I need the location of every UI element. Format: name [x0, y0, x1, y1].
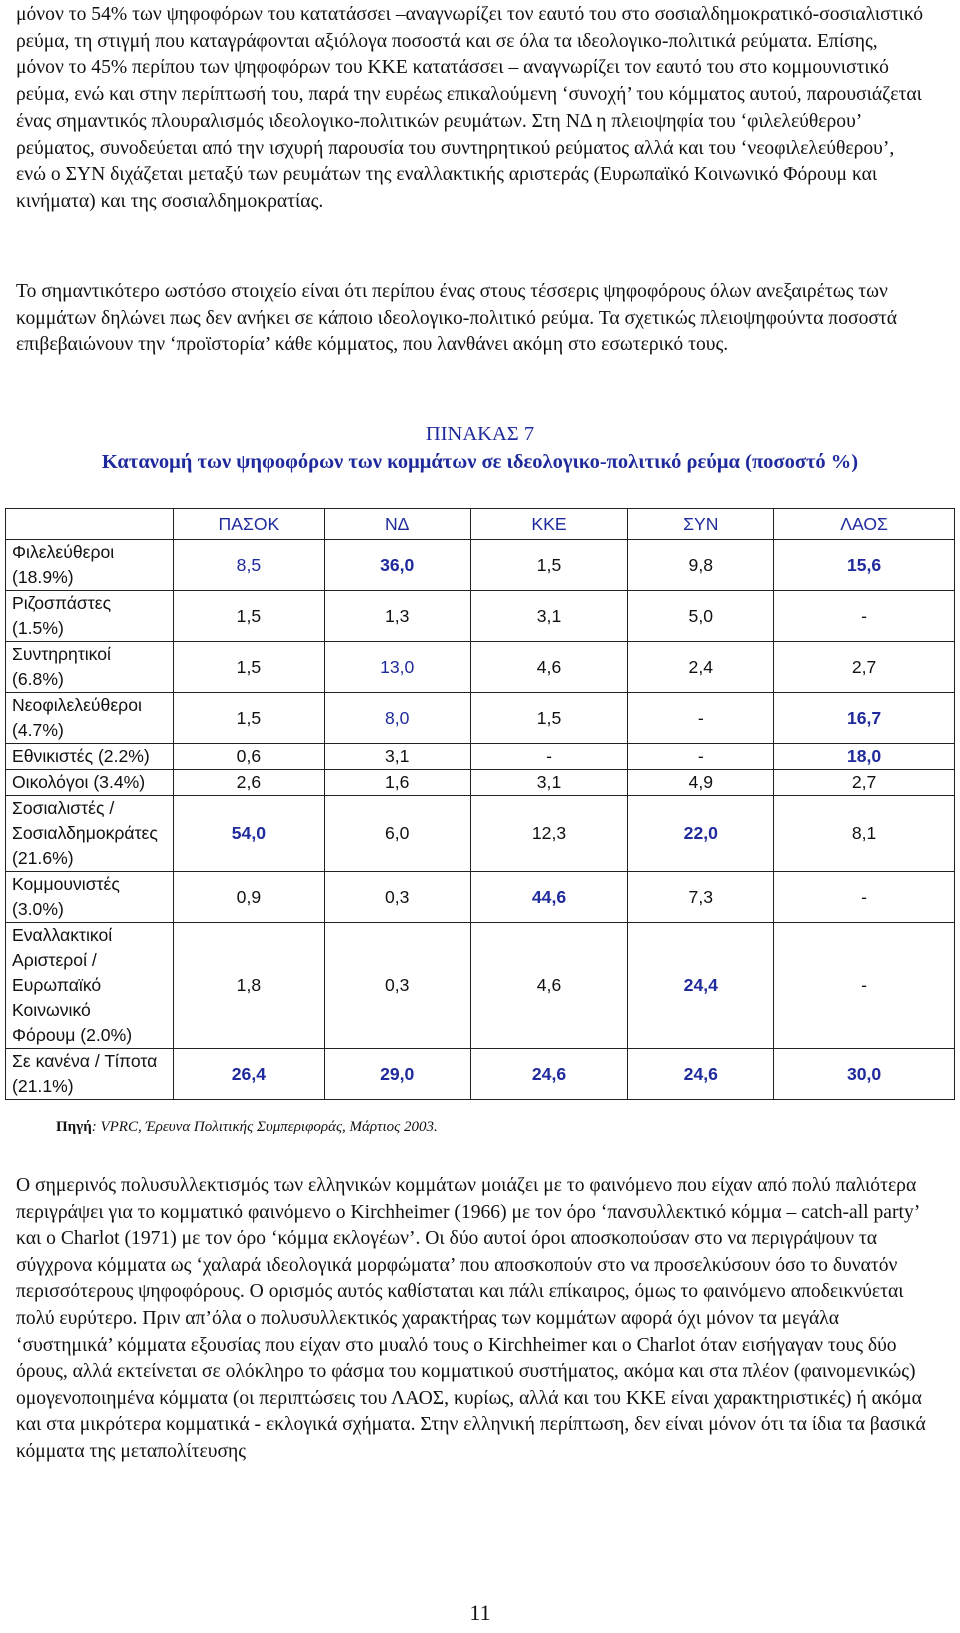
value-cell: 36,0 — [324, 540, 470, 591]
table-header-cell: ΠΑΣΟΚ — [173, 509, 324, 540]
value-cell: 0,3 — [324, 872, 470, 923]
row-label-line: Σε κανένα / Τίποτα — [12, 1051, 158, 1071]
value-cell: 16,7 — [774, 693, 955, 744]
value-cell: 3,1 — [470, 770, 628, 796]
row-label — [6, 770, 174, 796]
row-label — [6, 744, 174, 770]
row-label-line: Οικολόγοι (3.4%) — [12, 772, 146, 792]
value-cell: 30,0 — [774, 1049, 955, 1100]
row-label-line: (1.5%) — [12, 618, 64, 638]
value-cell: 0,6 — [173, 744, 324, 770]
row-label — [6, 540, 174, 591]
value-cell: 8,5 — [173, 540, 324, 591]
value-cell: - — [470, 744, 628, 770]
value-cell: 15,6 — [774, 540, 955, 591]
row-label-line: Κομμουνιστές — [12, 874, 120, 894]
row-label-line: Αριστεροί / — [12, 950, 97, 970]
value-cell: 18,0 — [774, 744, 955, 770]
value-cell: 2,4 — [628, 642, 774, 693]
row-label — [6, 796, 174, 872]
row-label-line: Κοινωνικό — [12, 1000, 91, 1020]
row-label — [6, 872, 174, 923]
row-label-line: Ευρωπαϊκό — [12, 975, 102, 995]
value-cell: 1,5 — [173, 591, 324, 642]
paragraph-summary: Το σημαντικότερο ωστόσο στοιχείο είναι ότι περίπου ένας στους τέσσερις ψηφοφόρους όλων ανεξαιρέτως των κομμάτων δηλώνει πως δεν ανήκει σε κάποιο ιδεολογικο-πολιτικό ρεύμα. Τα σχετικώς πλειοψηφούντα ποσοστά επιβεβαιώνουν την ‘προϊστορία’ κάθε κόμματος, που λανθάνει ακόμη στο εσωτερικό τους. — [16, 281, 898, 356]
value-cell: 54,0 — [173, 796, 324, 872]
value-cell: 3,1 — [470, 591, 628, 642]
row-label-line: Νεοφιλελεύθεροι — [12, 695, 142, 715]
table-header-cell — [6, 509, 174, 540]
table-row — [6, 744, 955, 770]
table-caption: Κατανομή των ψηφοφόρων των κομμάτων σε ιδεολογικο-πολιτικό ρεύμα (ποσοστό %) — [101, 451, 859, 473]
value-cell: 0,3 — [324, 923, 470, 1049]
value-cell: 3,1 — [324, 744, 470, 770]
value-cell: 8,0 — [324, 693, 470, 744]
value-cell: 0,9 — [173, 872, 324, 923]
value-cell: 1,5 — [470, 693, 628, 744]
row-label-line: Φιλελεύθεροι — [12, 542, 115, 562]
table-body — [6, 540, 955, 1100]
value-cell: 1,6 — [324, 770, 470, 796]
value-cell: 29,0 — [324, 1049, 470, 1100]
row-label — [6, 591, 174, 642]
value-cell: 26,4 — [173, 1049, 324, 1100]
row-label-line: (18.9%) — [12, 567, 74, 587]
row-label-line: Εθνικιστές (2.2%) — [12, 746, 150, 766]
table-row — [6, 693, 955, 744]
row-label-line: (21.6%) — [12, 848, 74, 868]
value-cell: 1,5 — [173, 693, 324, 744]
value-cell: 5,0 — [628, 591, 774, 642]
value-cell: 24,6 — [470, 1049, 628, 1100]
value-cell: 4,9 — [628, 770, 774, 796]
source-text: : VPRC, Έρευνα Πολιτικής Συμπεριφοράς, Μάρτιος 2003. — [91, 1119, 438, 1135]
table-header-row — [6, 509, 955, 540]
table-row — [6, 1049, 955, 1100]
row-label-line: Σοσιαλιστές / — [12, 798, 115, 818]
row-label-line: (3.0%) — [12, 899, 64, 919]
value-cell: 12,3 — [470, 796, 628, 872]
row-label — [6, 1049, 174, 1100]
row-label-line: (21.1%) — [12, 1076, 74, 1096]
table-source — [56, 1119, 438, 1136]
value-cell: - — [628, 693, 774, 744]
paragraph-intro: μόνον το 54% των ψηφοφόρων του κατατάσσει –αναγνωρίζει τον εαυτό του στο σοσιαλδημοκρατικό-σοσιαλιστικό ρεύμα, τη στιγμή που καταγράφονται αξιόλογα ποσοστά και σε όλα τα ιδεολογικο-πολιτικά ρεύματα. Επίσης, μόνον το 45% περίπου των ψηφοφόρων του ΚΚΕ κατατάσσει – αναγνωρίζει τον εαυτό του στο κομμουνιστικό ρεύμα, ενώ και στην περίπτωσή του, παρά την ευρέως επικαλούμενη ‘συνοχή’ του κόμματος αυτού, παρουσιάζεται ένας σημαντικός πλουραλισμός ιδεολογικο-πολιτικών ρευμάτων. Στη ΝΔ η πλειοψηφία του ‘φιλελεύθερου’ ρεύματος, συνοδεύεται από την ισχυρή παρουσία του συντηρητικού ρεύματος αλλά και του ‘νεοφιλελεύθερου’, ενώ ο ΣΥΝ διχάζεται μεταξύ των ρευμάτων της εναλλακτικής αριστεράς (Ευρωπαϊκό Κοινωνικό Φόρουμ και κινήματα) και της σοσιαλδημοκρατίας. — [16, 4, 924, 212]
value-cell: 13,0 — [324, 642, 470, 693]
value-cell: 1,3 — [324, 591, 470, 642]
ideology-distribution-table — [5, 508, 955, 1100]
value-cell: 24,4 — [628, 923, 774, 1049]
table-row — [6, 770, 955, 796]
value-cell: 24,6 — [628, 1049, 774, 1100]
row-label-line: (6.8%) — [12, 669, 64, 689]
page-number: 11 — [469, 1600, 491, 1625]
value-cell: - — [774, 923, 955, 1049]
table-row — [6, 923, 955, 1049]
value-cell: 2,6 — [173, 770, 324, 796]
table-number: ΠΙΝΑΚΑΣ 7 — [425, 423, 535, 445]
value-cell: - — [774, 872, 955, 923]
table-header-cell: ΚΚΕ — [470, 509, 628, 540]
value-cell: 7,3 — [628, 872, 774, 923]
table-row — [6, 591, 955, 642]
value-cell: 4,6 — [470, 642, 628, 693]
paragraph-catch-all: Ο σημερινός πολυσυλλεκτισμός των ελληνικών κομμάτων μοιάζει με το φαινόμενο που είχαν από πολύ παλιότερα περιγράψει για το κομματικό φαινόμενο ο Kirchheimer (1966) με τον όρο ‘πανσυλλεκτικό κόμμα – catch-all party’ και ο Charlot (1971) με τον όρο ‘κόμμα εκλογέων’. Οι δύο αυτοί όροι αποσκοπούσαν στο να περιγράψουν τα σύγχρονα κόμματα ως ‘χαλαρά ιδεολογικά μορφώματα’ που αποσκοπούν στο να προσελκύσουν όσο το δυνατόν περισσότερους ψηφοφόρους. Ο ορισμός αυτός καθίσταται και πάλι επίκαιρος, όμως το φαινόμενο αποδεικνύεται πολύ ευρύτερο. Πριν απ’όλα ο πολυσυλλεκτικός χαρακτήρας των κομμάτων αφορά όχι μόνον τα μεγάλα ‘συστημικά’ κόμματα εξουσίας που είχαν στο μυαλό τους ο Kirchheimer και ο Charlot όταν εισήγαγαν τους δύο όρους, αλλά εκτείνεται σε ολόκληρο το φάσμα του κομματικού συστήματος, ακόμα και στα πλέον (φαινομενικώς) ομογενοποιημένα κόμματα (οι περιπτώσεις του ΛΑΟΣ, κυρίως, αλλά και του ΚΚΕ είναι χαρακτηριστικές) ή ακόμα και στα μικρότερα κομματικά - εκλογικά σχήματα. Στην ελληνική περίπτωση, δεν είναι μόνον ότι τα ίδια τα βασικά κόμματα της μεταπολίτευσης — [16, 1175, 926, 1462]
value-cell: 6,0 — [324, 796, 470, 872]
row-label-line: (4.7%) — [12, 720, 64, 740]
value-cell: 44,6 — [470, 872, 628, 923]
value-cell: 4,6 — [470, 923, 628, 1049]
table-row — [6, 872, 955, 923]
value-cell: 22,0 — [628, 796, 774, 872]
row-label-line: Εναλλακτικοί — [12, 925, 113, 945]
value-cell: 1,5 — [173, 642, 324, 693]
value-cell: - — [628, 744, 774, 770]
table-row — [6, 540, 955, 591]
table-header-cell: ΛΑΟΣ — [774, 509, 955, 540]
table-row — [6, 796, 955, 872]
value-cell: 1,8 — [173, 923, 324, 1049]
value-cell: - — [774, 591, 955, 642]
table-header-cell: ΣΥΝ — [628, 509, 774, 540]
value-cell: 2,7 — [774, 770, 955, 796]
row-label-line: Σοσιαλδημοκράτες — [12, 823, 158, 843]
value-cell: 9,8 — [628, 540, 774, 591]
row-label — [6, 693, 174, 744]
source-label: Πηγή — [56, 1119, 92, 1135]
row-label-line: Συντηρητικοί — [12, 644, 111, 664]
table-header-cell: ΝΔ — [324, 509, 470, 540]
value-cell: 8,1 — [774, 796, 955, 872]
value-cell: 1,5 — [470, 540, 628, 591]
row-label — [6, 923, 174, 1049]
table-row — [6, 642, 955, 693]
row-label-line: Ριζοσπάστες — [12, 593, 112, 613]
row-label-line: Φόρουμ (2.0%) — [12, 1025, 133, 1045]
value-cell: 2,7 — [774, 642, 955, 693]
row-label — [6, 642, 174, 693]
